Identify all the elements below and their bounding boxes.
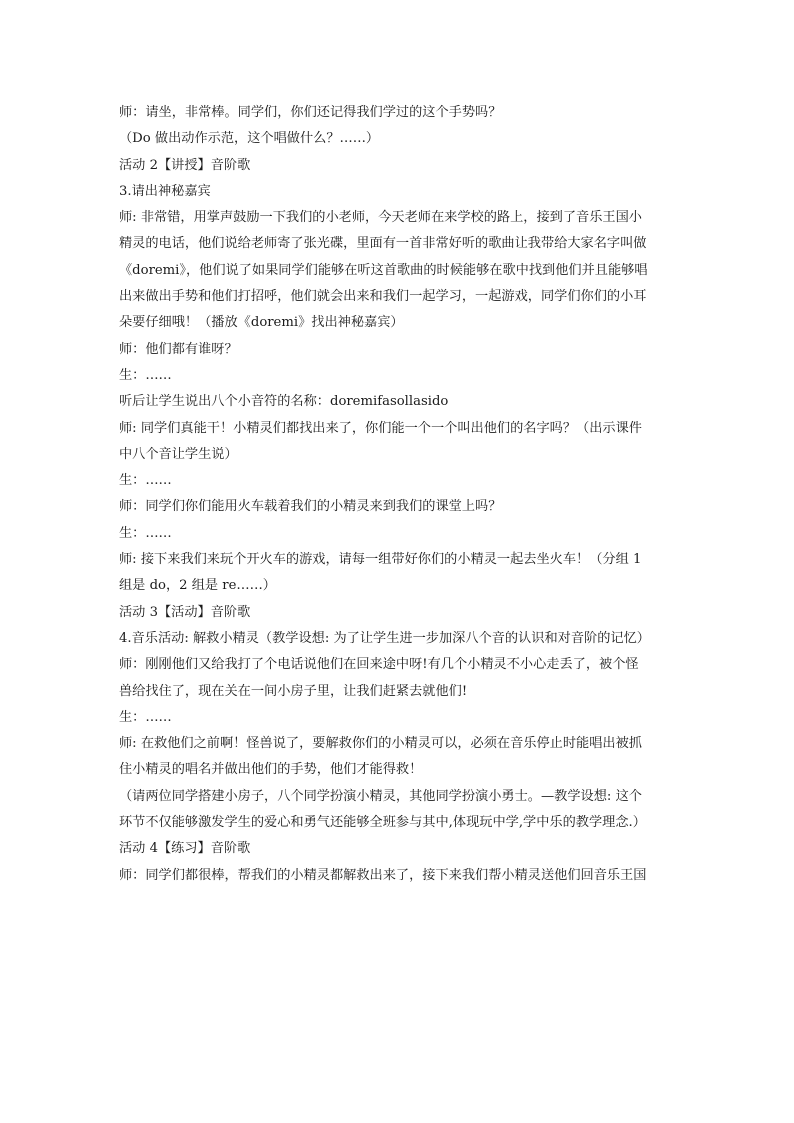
- text-line: 师: 接下来我们来玩个开火车的游戏，请每一组带好你们的小精灵一起去坐火车！（分组 1: [119, 552, 642, 568]
- text-line: 组是 do，2 组是 re……）: [119, 578, 276, 594]
- text-line: 《doremi》，他们说了如果同学们能够在听这首歌曲的时候能够在歌中找到他们并且能够唱: [119, 262, 648, 278]
- text-line: 中八个音让学生说）: [119, 446, 238, 462]
- text-line: 听后让学生说出八个小音符的名称：doremifasollasido: [119, 394, 449, 410]
- text-line: 精灵的电话，他们说给老师寄了张光碟，里面有一首非常好听的歌曲让我带给大家名字叫做: [119, 236, 647, 252]
- text-line: 4.音乐活动: 解救小精灵（教学设想: 为了让学生进一步加深八个音的认识和对音阶的记忆）: [119, 630, 650, 646]
- text-line: 活动 3【活动】音阶歌: [119, 604, 251, 620]
- text-line: 出来做出手势和他们打招呼，他们就会出来和我们一起学习，一起游戏，同学们你们的小耳: [119, 289, 647, 305]
- text-line: 环节不仅能够激发学生的爱心和勇气还能够全班参与其中,体现玩中学,学中乐的教学理念.）: [119, 815, 646, 831]
- text-line: 师：他们都有谁呀？: [119, 341, 238, 357]
- text-line: 师：请坐，非常棒。同学们，你们还记得我们学过的这个手势吗？: [119, 105, 502, 120]
- text-line: 师：同学们都很棒，帮我们的小精灵都解救出来了，接下来我们帮小精灵送他们回音乐王国: [119, 867, 647, 883]
- document-body: [119, 100, 679, 889]
- text-line: 生：……: [119, 367, 172, 383]
- text-line: 活动 4【练习】音阶歌: [119, 841, 251, 857]
- text-line: 生：……: [119, 473, 172, 489]
- text-line: 朵要仔细哦！（播放《doremi》找出神秘嘉宾）: [119, 315, 404, 331]
- text-line: 师：同学们你们能用火车载着我们的小精灵来到我们的课堂上吗？: [119, 499, 502, 515]
- text-line: 兽给找住了，现在关在一间小房子里，让我们赶紧去就他们!: [119, 683, 468, 699]
- text-line: （Do 做出动作示范，这个唱做什么？……）: [119, 131, 380, 147]
- text-line: （请两位同学搭建小房子，八个同学扮演小精灵，其他同学扮演小勇士。—教学设想: 这个: [119, 788, 642, 804]
- text-line: 生：……: [119, 709, 172, 725]
- text-line: 师: 非常错，用掌声鼓励一下我们的小老师，今天老师在来学校的路上，接到了音乐王国小: [119, 210, 642, 226]
- text-line: 生：……: [119, 525, 172, 541]
- text-line: 3.请出神秘嘉宾: [119, 183, 211, 199]
- text-line: 活动 2【讲授】音阶歌: [119, 157, 251, 173]
- text-line: 师：刚刚他们又给我打了个电话说他们在回来途中呀!有几个小精灵不小心走丢了，被个怪: [119, 657, 639, 673]
- text-line: 住小精灵的唱名并做出他们的手势，他们才能得救！: [119, 762, 423, 778]
- text-line: 师: 同学们真能干！小精灵们都找出来了，你们能一个一个叫出他们的名字吗？（出示课件: [119, 420, 642, 436]
- text-line: 师: 在救他们之前啊！怪兽说了，要解救你们的小精灵可以，必须在音乐停止时能唱出被抓: [119, 736, 642, 752]
